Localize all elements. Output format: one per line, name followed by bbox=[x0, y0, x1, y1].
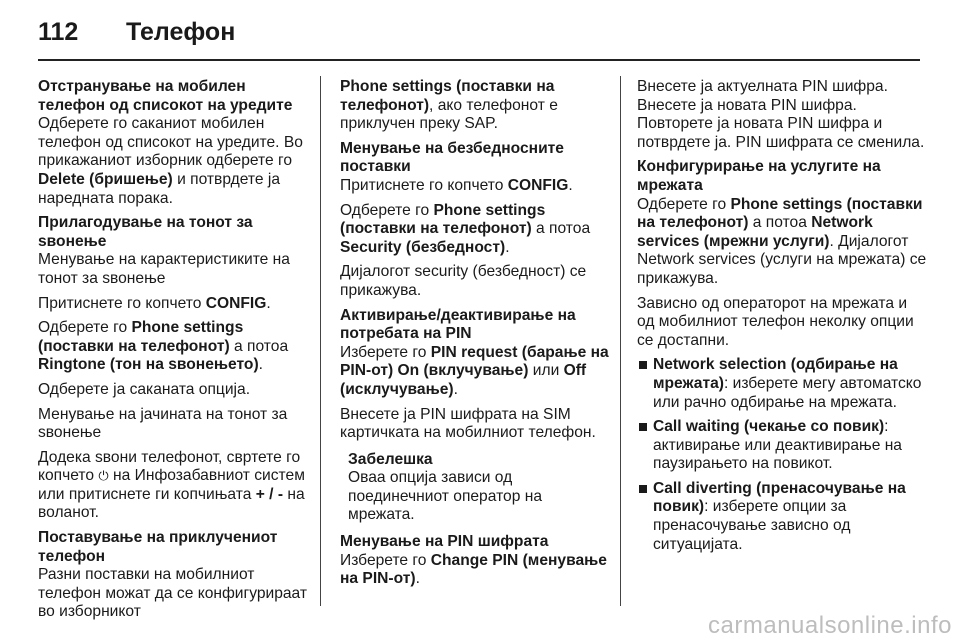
paragraph: Разни поставки на мобилниот телефон можат да се конфигурираат во изборникот bbox=[38, 566, 308, 621]
paragraph: Одберете ја саканата опција. bbox=[38, 380, 251, 398]
column-2 bbox=[340, 78, 612, 595]
section-heading: Менување на безбедносните поставки bbox=[340, 139, 564, 176]
power-knob-icon: ⏻ bbox=[98, 468, 109, 484]
header-rule bbox=[38, 59, 920, 61]
section-heading: Активирање/деактивирање на потребата на PIN bbox=[340, 306, 576, 343]
square-bullet-icon bbox=[639, 361, 647, 369]
section-heading: Конфигурирање на услугите на мрежата bbox=[637, 158, 881, 194]
section-heading: Менување на PIN шифрата bbox=[340, 533, 549, 551]
paragraph: Притиснете го копчето CONFIG. bbox=[38, 294, 271, 312]
paragraph: Изберете го PIN request (барање на PIN-от) On (вклучување) или Off (исклучување). bbox=[340, 343, 609, 398]
paragraph: Изберете го Change PIN (менување на PIN-от). bbox=[340, 551, 607, 588]
square-bullet-icon bbox=[639, 485, 647, 493]
paragraph: Одберете го саканиот мобилен телефон од списокот на уредите. Во прикажаниот изборник одберете го Delete (бришење) и потврдете ја наредната порака. bbox=[38, 115, 303, 207]
section-heading: Прилагодување на тонот за ѕвонење bbox=[38, 214, 253, 250]
column-3 bbox=[637, 78, 927, 560]
list-item: Call diverting (пренасочување на повик): изберете опции за пренасочување зависно од ситуацијата. bbox=[637, 480, 927, 554]
page-header bbox=[38, 14, 235, 50]
paragraph: Одберете го Phone settings (поставки на телефонот) а потоа Security (безбедност). bbox=[340, 201, 591, 256]
watermark: carmanualsonline.info bbox=[708, 612, 952, 639]
section-heading: Отстранување на мобилен телефон од списокот на уредите bbox=[38, 78, 293, 114]
note-title: Забелешка bbox=[348, 450, 433, 468]
note-box bbox=[348, 451, 612, 525]
paragraph: Одберете го Phone settings (поставки на телефонот) а потоа Network services (мрежни услуги). Дијалогот Network services (услуги на мрежата) се прикажува. bbox=[637, 195, 927, 287]
paragraph: Додека ѕвони телефонот, свртете го копчето ⏻ на Инфозабавниот систем или притиснете ги копчињата + / - на воланот. bbox=[38, 448, 305, 522]
list-item: Network selection (одбирање на мрежата): изберете мегу автоматско или рачно одбирање на мрежата. bbox=[637, 356, 927, 412]
bullet-list bbox=[637, 356, 927, 554]
note-text: Оваа опција зависи од поединечниот оператор на мрежата. bbox=[348, 469, 542, 524]
page-number: 112 bbox=[38, 17, 79, 46]
page-title: Телефон bbox=[126, 17, 236, 46]
paragraph: Phone settings (поставки на телефонот), ако телефонот е приклучен преку SAP. bbox=[340, 78, 558, 133]
paragraph: Менување на јачината на тонот за ѕвонење bbox=[38, 405, 288, 442]
paragraph: Зависно од операторот на мрежата и од мобилниот телефон неколку опции се достапни. bbox=[637, 294, 914, 349]
column-divider-1 bbox=[320, 76, 321, 606]
square-bullet-icon bbox=[639, 423, 647, 431]
paragraph: Притиснете го копчето CONFIG. bbox=[340, 176, 573, 194]
paragraph: Менување на карактеристиките на тонот за ѕвонење bbox=[38, 251, 290, 287]
section-heading: Поставување на приклучениот телефон bbox=[38, 529, 278, 565]
paragraph: Внесете ја PIN шифрата на SIM картичката на мобилниот телефон. bbox=[340, 405, 596, 442]
paragraph: Одберете го Phone settings (поставки на телефонот) а потоа Ringtone (тон на ѕвонењето). bbox=[38, 319, 289, 374]
paragraph: Внесете ја актуелната PIN шифра. Внесете ја новата PIN шифра. Повторете ја новата PIN шифра и потврдете ја. PIN шифрата се сменила. bbox=[637, 78, 925, 151]
column-1 bbox=[38, 78, 308, 628]
column-divider-2 bbox=[620, 76, 621, 606]
list-item: Call waiting (чекање со повик): активирање или деактивирање на паузирањето на повикот. bbox=[637, 418, 927, 474]
paragraph: Дијалогот security (безбедност) се прикажува. bbox=[340, 263, 587, 299]
